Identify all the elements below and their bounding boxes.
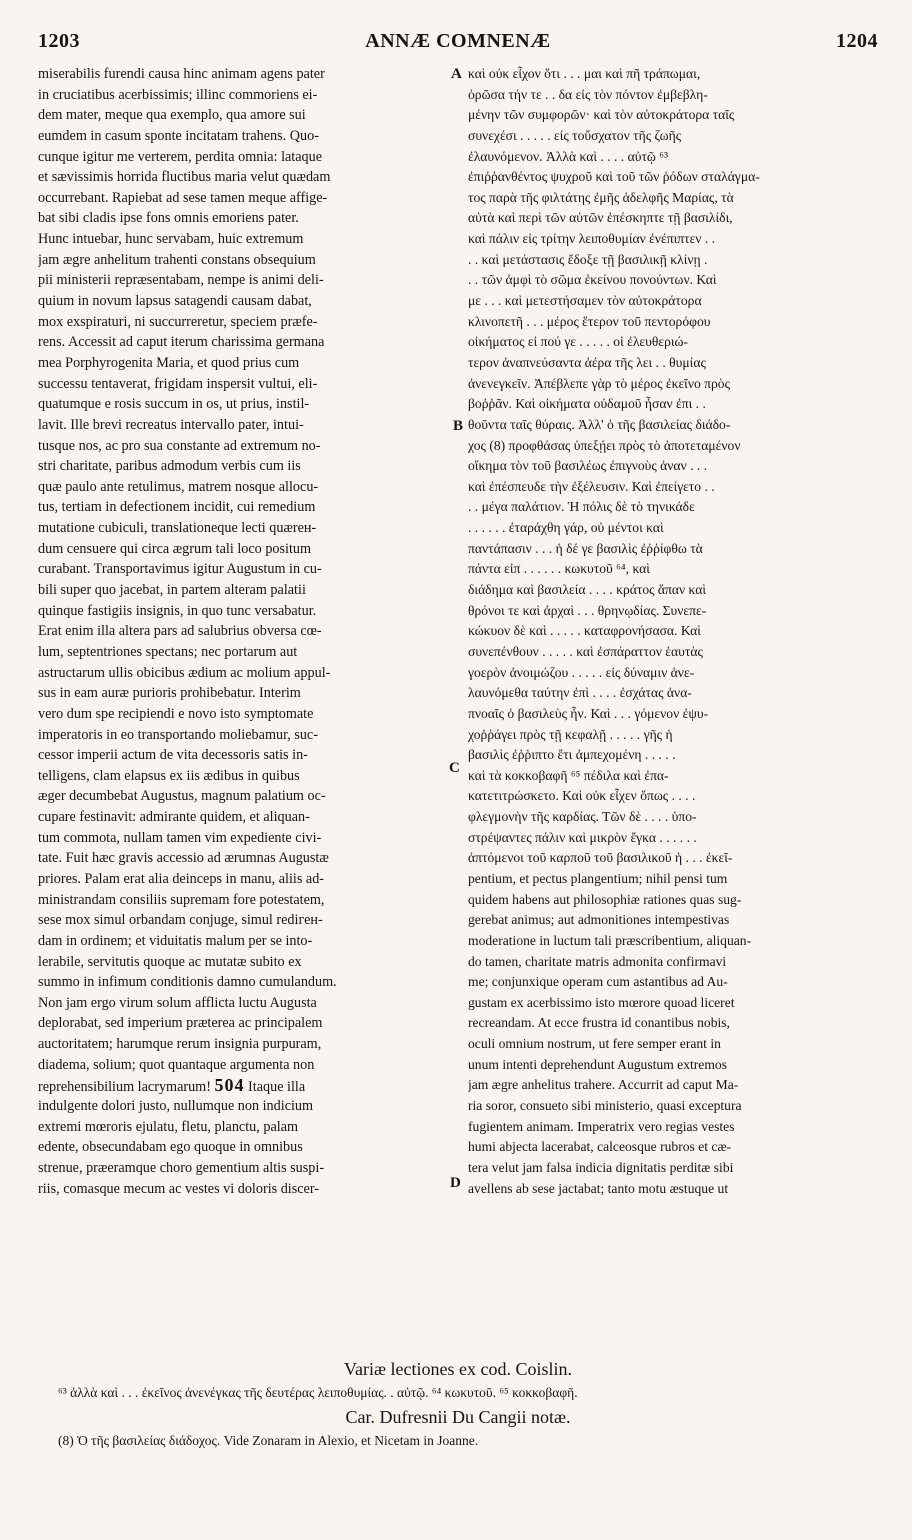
latin-text-fragment: Itaque illa [244, 1079, 306, 1096]
greek-text-line: θρόνοι τε καὶ ἀρχαὶ . . . θρηνῳδίας. Συνεπε- [468, 602, 707, 618]
variants-line: ⁶³ ἀλλὰ καὶ . . . ἐκεῖνος ἀνενέγκας τῆς δευτέρας λειποθυμίας. . αὐτῷ. ⁶⁴ κωκυτοῦ. ⁶⁵ κοκκοβαφῆ. [58, 1385, 578, 1400]
greek-text-line: τος παρὰ τῆς φιλτάτης ἐμῆς ἀδελφῆς Μαρίας, τὰ [468, 189, 734, 205]
latin-text-line: telligens, clam elapsus ex iis ædibus in quibus [38, 767, 300, 784]
greek-text-line: παντάπασιν . . . ἡ δέ γε βασιλὶς ἐῤῥίφθω τὰ [468, 540, 703, 556]
greek-text-line: λαυνόμεθα ταύτην ἐπὶ . . . . ἐσχάτας ἀνα- [468, 685, 692, 701]
latin-text-line: quatumque e rosis succum in os, ut prius, instil- [38, 396, 310, 413]
latin-text-line: eumdem in casum sponte incitatam trahens. Quo- [38, 127, 319, 144]
latin-text-line: astructarum ullis obicibus ædium ac molium appul- [38, 664, 331, 681]
greek-text-line: μένην τῶν συμφορῶν· καὶ τὸν αὐτοκράτορα ταῖς [468, 107, 735, 123]
latin-text-line: lavit. Ille brevi recreatus intervallo pater, intui- [38, 416, 304, 433]
latin-text-line: jam ægre anhelitum trahenti constans obsequium [38, 251, 316, 268]
latin-text-line: dum censuere qui circa ægrum tali loco positum [38, 540, 312, 557]
latin-text-line: occurrebant. Rapiebat ad sese tamen meque affige- [38, 189, 328, 206]
greek-text-line: oculi omnium nostrum, ut fere semper erant in [468, 1036, 721, 1052]
latin-text-fragment: reprehensibilium lacrymarum! [38, 1079, 215, 1096]
greek-text-line: χος (8) προφθάσας ὑπεξῄει πρὸς τὸ ἀποτεταμένον [468, 437, 741, 453]
latin-text-line [38, 1075, 450, 1096]
latin-text-line: ministrandam consiliis supremam fore potestatem, [38, 891, 325, 908]
greek-text-line: recreandam. At ecce frustra id conantibus nobis, [468, 1015, 730, 1031]
latin-text-line: quæ paulo ante retulimus, matrem nosque allocu- [38, 478, 319, 495]
greek-text-line: βασιλὶς ἐῤῥιπτο ἔτι ἀμπεχομένη . . . . . [468, 747, 676, 763]
latin-text-line: vero dum spe recipiendi e novo isto symptomate [38, 705, 314, 722]
latin-text-line: tate. Fuit hæc gravis accessio ad ærumnas Augustæ [38, 850, 329, 867]
latin-text-line: tum commota, nullam tamen vim expediente civi- [38, 829, 322, 846]
running-header [38, 30, 878, 62]
latin-text-line: cupare festinavit: admirante quidem, et aliquan- [38, 809, 310, 826]
greek-text-line: φλεγμονὴν τῆς καρδίας. Τῶν δὲ . . . . ὑπο- [468, 809, 697, 825]
greek-column [468, 64, 874, 1199]
greek-text-line: gerebat animus; aut admonitiones intempestivas [468, 912, 730, 928]
latin-text-line: Erat enim illa altera pars ad salubrius obversa cœ- [38, 623, 322, 640]
latin-text-line: mutatione cubiculi, translationeque lecti quærен- [38, 520, 317, 537]
section-marker-d: D [450, 1175, 461, 1191]
greek-text-line: jam ægre anhelitus trahere. Accurrit ad caput Ma- [468, 1077, 739, 1093]
latin-text-line: tusque nos, ac pro sua constante ad extremum no- [38, 437, 321, 454]
greek-text-line: χοῤῥάγει πρὸς τῇ κεφαλῇ . . . . . γῆς ἡ [468, 726, 673, 742]
latin-text-line: quinque fastigiis insignis, in quo tunc versabatur. [38, 602, 317, 619]
greek-text-line: κλινοπετῆ . . . μέρος ἕτερον τοῦ πεντορόφου [468, 313, 711, 329]
greek-text-line: καὶ ἐπέσπευδε τὴν ἐξέλευσιν. Καὶ ἐπείγετο . . [468, 478, 715, 494]
latin-text-line: priores. Palam erat alia deinceps in manu, aliis ad- [38, 870, 325, 887]
latin-text-line: cessor imperii actum de vita decessoris satis in- [38, 747, 308, 764]
latin-text-line: in cruciatibus acerbissimis; illinc commoriens ei- [38, 86, 318, 103]
greek-text-line: οἴκημα τὸν τοῦ βασιλέως ἐπιγνοὺς ἀναν . . . [468, 458, 708, 474]
notes-title: Car. Dufresnii Du Cangii notæ. [345, 1407, 571, 1427]
latin-text-line: sus in eam auræ purioris prohibebatur. Interim [38, 685, 301, 702]
greek-text-line: διάδημα καὶ βασιλεία . . . . κράτος ἅπαν καὶ [468, 582, 707, 598]
latin-text-line: bat sibi cladis ipse fons omnis emoriens pater. [38, 210, 299, 227]
greek-text-line: καὶ οὐκ εἶχον ὅτι . . . μαι καὶ πῆ τράπωμαι, [468, 66, 701, 81]
greek-text-line: . . τῶν ἀμφὶ τὸ σῶμα ἐκείνου πονούντων. Καὶ [468, 272, 717, 288]
section-marker-b: B [453, 418, 464, 434]
notes-line: (8) Ὁ τῆς βασιλείας διάδοχος. Vide Zonaram in Alexio, et Nicetam in Joanne. [58, 1433, 479, 1448]
greek-text-line: avellens ab sese jactabat; tanto motu æstuque ut [468, 1180, 729, 1196]
section-marker-c: C [449, 760, 460, 776]
latin-text-line: mox exspiraturi, ni succurreretur, speciem præfe- [38, 313, 318, 330]
latin-text-line: extremi mœroris ejulatu, fletu, planctu, palam [38, 1118, 299, 1135]
greek-text-line: tera velut jam falsa indicia dignitatis perditæ sibi [468, 1159, 734, 1175]
latin-text-line: cunque igitur me verterem, perdita omnia: lataque [38, 148, 323, 165]
greek-text-line: . . καὶ μετάστασις ἔδοξε τῇ βασιλικῇ κλίνῃ . [468, 251, 708, 267]
latin-text-line: stri charitate, paribus admodum verbis cum iis [38, 458, 301, 475]
greek-text-line: κατετιτρώσκετο. Καὶ οὐκ εἶχεν ὅπως . . . . [468, 788, 696, 804]
latin-text-line: dam in ordinem; et viduitatis malum per se into- [38, 932, 313, 949]
latin-text-line: sese mox simul orbandam conjuge, simul rediген- [38, 912, 323, 929]
greek-text-line: συνεπένθουν . . . . . καὶ ἐσπάραττον ἑαυτὰς [468, 643, 703, 659]
greek-text-line: ἀπτόμενοι τοῦ καρποῦ τοῦ βασιλικοῦ ἡ . . . ἐκεῖ- [468, 850, 733, 866]
greek-text-line: πάντα εἰπ . . . . . . κωκυτοῦ ⁶⁴, καὶ [468, 561, 650, 577]
greek-text-line: . . . . . . ἐταράχθη γάρ, οὐ μέντοι καὶ [468, 520, 664, 536]
greek-text-line: πνοαῖς ὁ βασιλεὺς ἦν. Καὶ . . . γόμενον ἐψυ- [468, 705, 709, 721]
greek-text-line: me; conjunxique operam cum astantibus ad Au- [468, 974, 728, 990]
latin-text-line: rens. Accessit ad caput iterum charissima germana [38, 334, 325, 351]
greek-text-line: γοερὸν ἀνοιμώζου . . . . . εἰς δύναμιν ἀνε- [468, 664, 695, 680]
greek-text-line: pentium, et pectus plangentium; nihil pensi tum [468, 870, 728, 886]
latin-text-line: æger decumbebat Augustus, magnum palatium oc- [38, 788, 326, 805]
latin-text-line: edente, obsecundabam ego quoque in omnibus [38, 1139, 303, 1156]
latin-text-line: indulgente dolori justo, nullumque non indicium [38, 1098, 314, 1115]
latin-text-line: Hunc intuebar, hunc servabam, huic extremum [38, 231, 304, 248]
latin-text-line: lum, septentriones spectans; nec portarum aut [38, 643, 298, 660]
greek-text-line: gustam ex acerbissimo isto mœrore quoad liceret [468, 994, 735, 1010]
greek-text-line: ἀνενεγκεῖν. Ἀπέβλεπε γὰρ τὸ μέρος ἐκεῖνο πρὸς [468, 375, 730, 391]
latin-column [38, 64, 450, 1199]
latin-text-line: curabant. Transportavimus igitur Augustum in cu- [38, 561, 322, 578]
latin-text-line: Non jam ergo virum solum afflicta luctu Augusta [38, 994, 317, 1011]
latin-text-line: et sævissimis horrida fluctibus maria velut quædam [38, 169, 331, 186]
variants-title: Variæ lectiones ex cod. Coislin. [344, 1359, 572, 1379]
greek-text-line: θοῦντα ταῖς θύραις. Ἀλλ' ὁ τῆς βασιλείας διάδο- [468, 416, 731, 432]
latin-text-line: dem mater, meque qua exemplo, qua amore sui [38, 107, 306, 124]
greek-text-line: στρέψαντες πάλιν καὶ μικρὸν ἔγκα . . . . . . [468, 829, 697, 845]
greek-text-line: οἰκήματος εἰ πού γε . . . . . οἱ ἐλευθεριώ- [468, 334, 689, 350]
right-page-number: 1204 [836, 30, 878, 52]
greek-text-line: quidem habens aut philosophiæ rationes quas sug- [468, 891, 742, 907]
latin-text-line: lerabile, servitutis quoque ac mutatæ subito ex [38, 953, 302, 970]
latin-text-line: strenue, præeramque choro gementium altis suspi- [38, 1159, 325, 1176]
footnotes [38, 1356, 878, 1452]
latin-text-line: summo in infimum conditionis damno cumulandum. [38, 974, 337, 991]
latin-text-line: successu tentaverat, frigidam inspersit vultui, eli- [38, 375, 318, 392]
section-marker-a: A [451, 66, 462, 82]
latin-text-line: imperatoris in eo transportando moliebamur, suc- [38, 726, 318, 743]
greek-text-line: do tamen, charitate matris admonita confirmavi [468, 953, 727, 969]
greek-text-line: ἐπιῤῥανθέντος ψυχροῦ καὶ τοῦ τῶν ῥόδων σταλάγμα- [468, 169, 760, 185]
greek-text-line: με . . . καὶ μετεστήσαμεν τὸν αὐτοκράτορα [468, 293, 702, 309]
latin-text-line: bili super quo jacebat, in partem alteram palatii [38, 582, 306, 599]
left-page-number: 1203 [38, 30, 80, 52]
greek-text-line: καὶ τὰ κοκκοβαφῆ ⁶⁵ πέδιλα καὶ ἐπα- [468, 767, 669, 783]
latin-text-line: quium in novum lapsus satagendi causam dabat, [38, 293, 312, 310]
greek-text-line: ὁρῶσα τήν τε . . δα εἰς τὸν πόντον ἐμβεβλη- [468, 86, 708, 102]
latin-text-line: mea Porphyrogenita Maria, et quod prius cum [38, 354, 300, 371]
greek-text-line: moderatione in luctum tali præscribentium, aliquan- [468, 932, 752, 948]
greek-text-line: . . μέγα παλάτιον. Ἡ πόλις δὲ τὸ τηνικάδε [468, 499, 695, 515]
greek-text-line: καὶ πάλιν εἰς τρίτην λειποθυμίαν ἐνέπιπτεν . . [468, 231, 716, 247]
running-title: ANNÆ COMNENÆ [365, 30, 551, 52]
latin-text-line: miserabilis furendi causa hinc animam agens pater [38, 66, 325, 82]
greek-text-line: συνεχέσι . . . . . εἰς τοὔσχατον τῆς ζωῆς [468, 127, 682, 143]
greek-text-line: τερον ἀναπνεύσαντα ἀέρα τῆς λει . . θυμίας [468, 354, 706, 370]
greek-text-line: fugientem animam. Imperatrix vero regias vestes [468, 1118, 735, 1134]
greek-text-line: humi abjecta lacerabat, calceosque rubros et cæ- [468, 1139, 732, 1155]
greek-text-line: βοῤῥᾶν. Καὶ οἰκήματα οὐδαμοῦ ἦσαν ἐπι . . [468, 396, 706, 412]
greek-text-line: unum intenti deprehendunt Augustum extremos [468, 1056, 727, 1072]
greek-text-line: ἐλαυνόμενον. Ἀλλὰ καὶ . . . . αὐτῷ ⁶³ [468, 148, 669, 164]
latin-text-line: tus, tertiam in defectionem incidit, cui remedium [38, 499, 316, 516]
latin-text-line: deplorabat, sed imperium præterea ac principalem [38, 1015, 323, 1032]
column-number: 504 [214, 1075, 245, 1096]
latin-text-line: riis, comasque mecum ac vestes vi doloris discer- [38, 1180, 320, 1197]
latin-text-line: auctoritatem; harumque rerum insignia purpuram, [38, 1036, 322, 1053]
greek-text-line: κώκυον δὲ καὶ . . . . . καταφρονήσασα. Καὶ [468, 623, 701, 639]
greek-text-line: αὐτὰ καὶ περὶ τῶν αὐτῶν ἐπέσκηπτε τῇ βασιλίδι, [468, 210, 733, 226]
latin-text-line: pii ministerii repræsentabam, nempe is animi deli- [38, 272, 324, 289]
greek-text-line: ria soror, consueto sibi ministerio, quasi exceptura [468, 1098, 742, 1114]
latin-text-line: diadema, solium; quot quantaque argumenta non [38, 1056, 315, 1073]
